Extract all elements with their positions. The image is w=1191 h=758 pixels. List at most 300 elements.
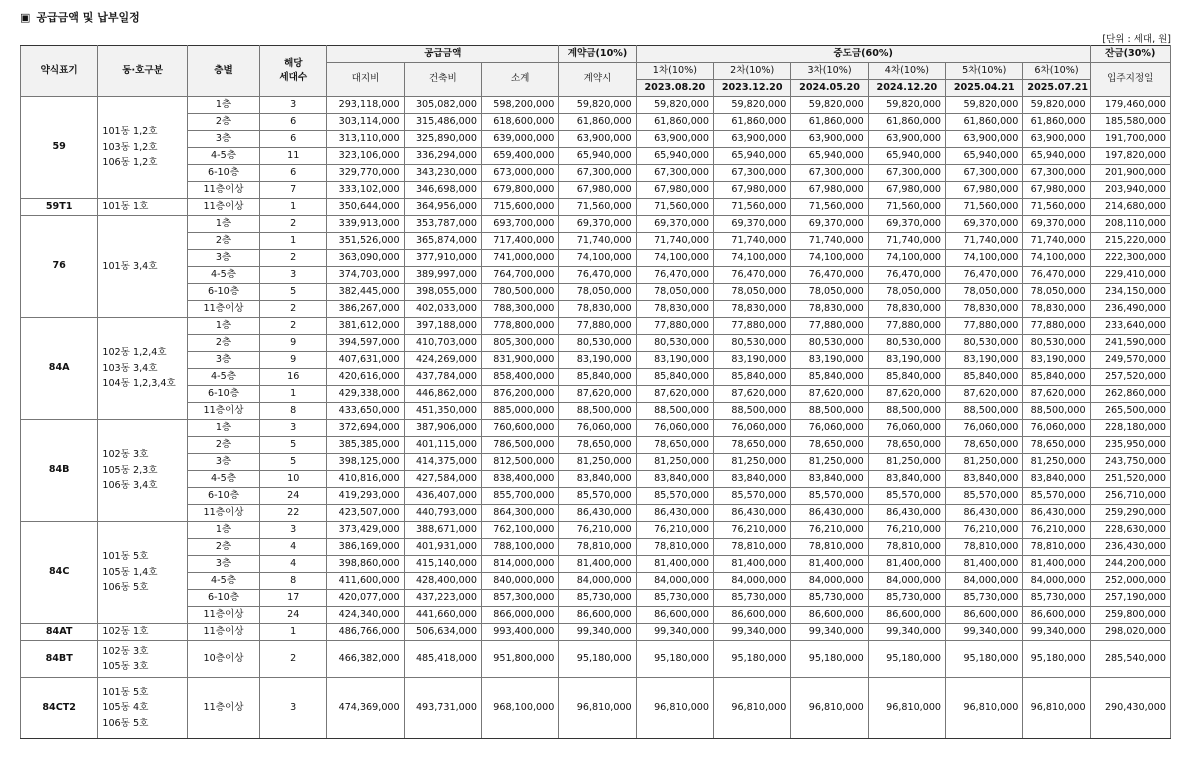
contract-cell: 78,830,000 (559, 301, 636, 318)
table-row (21, 352, 1171, 369)
table-row (21, 114, 1171, 131)
balance-cell: 256,710,000 (1090, 488, 1170, 505)
floor-cell: 3층 (187, 454, 259, 471)
interim-5-cell: 71,740,000 (946, 233, 1023, 250)
interim-4-cell: 96,810,000 (868, 678, 945, 739)
households-cell: 3 (260, 420, 327, 437)
interim-3-cell: 65,940,000 (791, 148, 868, 165)
floor-cell: 2층 (187, 335, 259, 352)
interim-1-cell: 78,830,000 (636, 301, 713, 318)
households-cell: 9 (260, 352, 327, 369)
balance-cell: 285,540,000 (1090, 641, 1170, 678)
interim-4-cell: 71,560,000 (868, 199, 945, 216)
subtotal-cell: 876,200,000 (481, 386, 558, 403)
table-row (21, 556, 1171, 573)
interim-4-cell: 81,400,000 (868, 556, 945, 573)
interim-6-cell: 96,810,000 (1023, 678, 1090, 739)
interim-3-cell: 74,100,000 (791, 250, 868, 267)
page-title-block (20, 9, 140, 25)
interim-1-cell: 84,000,000 (636, 573, 713, 590)
interim-3-cell: 76,470,000 (791, 267, 868, 284)
floor-cell: 11층이상 (187, 199, 259, 216)
balance-cell: 234,150,000 (1090, 284, 1170, 301)
land-cell: 411,600,000 (327, 573, 404, 590)
floor-cell: 2층 (187, 539, 259, 556)
subtotal-cell: 831,900,000 (481, 352, 558, 369)
land-cell: 486,766,000 (327, 624, 404, 641)
supply-group-header: 공급금액 (327, 46, 559, 63)
interim-2-cell: 85,730,000 (714, 590, 791, 607)
building-cell: 397,188,000 (404, 318, 481, 335)
interim-5-cell: 96,810,000 (946, 678, 1023, 739)
subtotal-cell: 788,300,000 (481, 301, 558, 318)
households-cell: 2 (260, 216, 327, 233)
interim-6-cell: 81,250,000 (1023, 454, 1090, 471)
interim-4-cell: 78,650,000 (868, 437, 945, 454)
interim-1-cell: 61,860,000 (636, 114, 713, 131)
interim-6-cell: 67,300,000 (1023, 165, 1090, 182)
col-balance-header: 입주지정일 (1090, 63, 1170, 97)
subtotal-cell: 968,100,000 (481, 678, 558, 739)
contract-cell: 83,840,000 (559, 471, 636, 488)
interim-1-cell: 88,500,000 (636, 403, 713, 420)
interim-3-cell: 80,530,000 (791, 335, 868, 352)
table-row (21, 165, 1171, 182)
interim-1-cell: 81,400,000 (636, 556, 713, 573)
type-cell: 59T1 (21, 199, 98, 216)
col-type-header: 약식표기 (21, 46, 98, 97)
households-cell: 4 (260, 556, 327, 573)
land-cell: 386,267,000 (327, 301, 404, 318)
interim-6-cell: 63,900,000 (1023, 131, 1090, 148)
households-cell: 17 (260, 590, 327, 607)
contract-cell: 67,300,000 (559, 165, 636, 182)
type-cell: 84A (21, 318, 98, 420)
land-cell: 433,650,000 (327, 403, 404, 420)
interim-3-cell: 67,300,000 (791, 165, 868, 182)
interim-4-cell: 78,830,000 (868, 301, 945, 318)
land-cell: 381,612,000 (327, 318, 404, 335)
land-cell: 394,597,000 (327, 335, 404, 352)
floor-cell: 4-5층 (187, 148, 259, 165)
interim-1-cell: 85,840,000 (636, 369, 713, 386)
table-row (21, 182, 1171, 199)
interim-3-cell: 61,860,000 (791, 114, 868, 131)
floor-cell: 3층 (187, 556, 259, 573)
dongho-line: 106동 5호 (102, 582, 149, 594)
building-cell: 401,931,000 (404, 539, 481, 556)
building-cell: 441,660,000 (404, 607, 481, 624)
interim-4-cell: 65,940,000 (868, 148, 945, 165)
interim-2-cell: 83,840,000 (714, 471, 791, 488)
interim-3-cell: 69,370,000 (791, 216, 868, 233)
col-interim-2-label: 2차(10%) (714, 63, 791, 80)
interim-1-cell: 99,340,000 (636, 624, 713, 641)
table-row (21, 199, 1171, 216)
type-cell: 76 (21, 216, 98, 318)
balance-cell: 265,500,000 (1090, 403, 1170, 420)
interim-2-cell: 67,980,000 (714, 182, 791, 199)
interim-1-cell: 63,900,000 (636, 131, 713, 148)
interim-5-cell: 81,400,000 (946, 556, 1023, 573)
balance-cell: 257,520,000 (1090, 369, 1170, 386)
interim-1-cell: 95,180,000 (636, 641, 713, 678)
title-bullet: ▣ (20, 10, 31, 24)
col-interim-2-date: 2023.12.20 (714, 80, 791, 97)
interim-3-cell: 77,880,000 (791, 318, 868, 335)
land-cell: 382,445,000 (327, 284, 404, 301)
floor-cell: 11층이상 (187, 403, 259, 420)
building-cell: 401,115,000 (404, 437, 481, 454)
contract-cell: 96,810,000 (559, 678, 636, 739)
interim-5-cell: 63,900,000 (946, 131, 1023, 148)
interim-2-cell: 78,830,000 (714, 301, 791, 318)
interim-3-cell: 83,190,000 (791, 352, 868, 369)
interim-3-cell: 84,000,000 (791, 573, 868, 590)
subtotal-cell: 866,000,000 (481, 607, 558, 624)
table-row (21, 624, 1171, 641)
balance-cell: 208,110,000 (1090, 216, 1170, 233)
balance-cell: 197,820,000 (1090, 148, 1170, 165)
contract-cell: 86,430,000 (559, 505, 636, 522)
floor-cell: 6-10층 (187, 165, 259, 182)
interim-5-cell: 76,210,000 (946, 522, 1023, 539)
building-cell: 388,671,000 (404, 522, 481, 539)
dongho-line: 105동 1,4호 (102, 566, 158, 578)
balance-cell: 262,860,000 (1090, 386, 1170, 403)
land-cell: 398,125,000 (327, 454, 404, 471)
subtotal-cell: 786,500,000 (481, 437, 558, 454)
building-cell: 414,375,000 (404, 454, 481, 471)
households-cell: 1 (260, 199, 327, 216)
building-cell: 346,698,000 (404, 182, 481, 199)
interim-4-cell: 78,050,000 (868, 284, 945, 301)
table-body (21, 97, 1171, 739)
interim-1-cell: 69,370,000 (636, 216, 713, 233)
households-cell: 6 (260, 165, 327, 182)
subtotal-cell: 788,100,000 (481, 539, 558, 556)
interim-6-cell: 59,820,000 (1023, 97, 1090, 114)
balance-cell: 244,200,000 (1090, 556, 1170, 573)
subtotal-cell: 780,500,000 (481, 284, 558, 301)
interim-6-cell: 71,560,000 (1023, 199, 1090, 216)
land-cell: 329,770,000 (327, 165, 404, 182)
land-cell: 293,118,000 (327, 97, 404, 114)
balance-cell: 252,000,000 (1090, 573, 1170, 590)
table-row (21, 590, 1171, 607)
interim-2-cell: 83,190,000 (714, 352, 791, 369)
interim-1-cell: 67,980,000 (636, 182, 713, 199)
interim-2-cell: 65,940,000 (714, 148, 791, 165)
dongho-line: 103동 3,4호 (102, 362, 158, 374)
subtotal-cell: 838,400,000 (481, 471, 558, 488)
subtotal-cell: 760,600,000 (481, 420, 558, 437)
subtotal-cell: 778,800,000 (481, 318, 558, 335)
dongho-line: 102동 3호 (102, 645, 149, 657)
col-land-header: 대지비 (327, 63, 404, 97)
interim-6-cell: 83,840,000 (1023, 471, 1090, 488)
interim-3-cell: 71,560,000 (791, 199, 868, 216)
col-interim-4-label: 4차(10%) (868, 63, 945, 80)
table-row (21, 420, 1171, 437)
interim-5-cell: 78,830,000 (946, 301, 1023, 318)
contract-cell: 99,340,000 (559, 624, 636, 641)
table-row (21, 216, 1171, 233)
table-row (21, 505, 1171, 522)
land-cell: 423,507,000 (327, 505, 404, 522)
interim-5-cell: 78,050,000 (946, 284, 1023, 301)
dongho-line: 101동 5호 (102, 686, 149, 698)
land-cell: 303,114,000 (327, 114, 404, 131)
interim-3-cell: 99,340,000 (791, 624, 868, 641)
balance-cell: 235,950,000 (1090, 437, 1170, 454)
interim-4-cell: 80,530,000 (868, 335, 945, 352)
interim-2-cell: 96,810,000 (714, 678, 791, 739)
interim-1-cell: 86,600,000 (636, 607, 713, 624)
interim-5-cell: 85,570,000 (946, 488, 1023, 505)
households-cell: 24 (260, 488, 327, 505)
dongho-cell (98, 420, 188, 522)
building-cell: 364,956,000 (404, 199, 481, 216)
table-row (21, 369, 1171, 386)
interim-3-cell: 81,250,000 (791, 454, 868, 471)
balance-cell: 259,800,000 (1090, 607, 1170, 624)
floor-cell: 6-10층 (187, 590, 259, 607)
households-cell: 2 (260, 301, 327, 318)
interim-2-cell: 69,370,000 (714, 216, 791, 233)
interim-2-cell: 84,000,000 (714, 573, 791, 590)
col-floor-header: 층별 (187, 46, 259, 97)
land-cell: 385,385,000 (327, 437, 404, 454)
interim-6-cell: 85,730,000 (1023, 590, 1090, 607)
households-cell: 10 (260, 471, 327, 488)
interim-2-cell: 81,400,000 (714, 556, 791, 573)
contract-cell: 76,210,000 (559, 522, 636, 539)
interim-5-cell: 74,100,000 (946, 250, 1023, 267)
balance-cell: 298,020,000 (1090, 624, 1170, 641)
col-interim-5-date: 2025.04.21 (946, 80, 1023, 97)
interim-1-cell: 86,430,000 (636, 505, 713, 522)
table-row (21, 488, 1171, 505)
subtotal-cell: 993,400,000 (481, 624, 558, 641)
dongho-line: 106동 3,4호 (102, 480, 158, 492)
building-cell: 389,997,000 (404, 267, 481, 284)
floor-cell: 4-5층 (187, 573, 259, 590)
table-row (21, 454, 1171, 471)
interim-6-cell: 78,830,000 (1023, 301, 1090, 318)
contract-cell: 81,250,000 (559, 454, 636, 471)
dongho-cell (98, 678, 188, 739)
households-cell: 2 (260, 318, 327, 335)
interim-6-cell: 76,210,000 (1023, 522, 1090, 539)
interim-5-cell: 76,060,000 (946, 420, 1023, 437)
floor-cell: 2층 (187, 233, 259, 250)
building-cell: 325,890,000 (404, 131, 481, 148)
interim-5-cell: 65,940,000 (946, 148, 1023, 165)
interim-5-cell: 85,840,000 (946, 369, 1023, 386)
interim-3-cell: 81,400,000 (791, 556, 868, 573)
interim-6-cell: 83,190,000 (1023, 352, 1090, 369)
building-cell: 410,703,000 (404, 335, 481, 352)
interim-1-cell: 87,620,000 (636, 386, 713, 403)
interim-4-cell: 76,060,000 (868, 420, 945, 437)
floor-cell: 6-10층 (187, 386, 259, 403)
interim-4-cell: 76,210,000 (868, 522, 945, 539)
subtotal-cell: 840,000,000 (481, 573, 558, 590)
interim-1-cell: 78,650,000 (636, 437, 713, 454)
subtotal-cell: 618,600,000 (481, 114, 558, 131)
interim-4-cell: 88,500,000 (868, 403, 945, 420)
floor-cell: 11층이상 (187, 607, 259, 624)
interim-4-cell: 81,250,000 (868, 454, 945, 471)
households-cell: 1 (260, 624, 327, 641)
land-cell: 424,340,000 (327, 607, 404, 624)
table-row (21, 539, 1171, 556)
interim-3-cell: 87,620,000 (791, 386, 868, 403)
table-row (21, 148, 1171, 165)
floor-cell: 11층이상 (187, 678, 259, 739)
balance-cell: 241,590,000 (1090, 335, 1170, 352)
table-row (21, 386, 1171, 403)
interim-1-cell: 71,740,000 (636, 233, 713, 250)
households-cell: 11 (260, 148, 327, 165)
interim-2-cell: 61,860,000 (714, 114, 791, 131)
table-row (21, 301, 1171, 318)
interim-2-cell: 85,840,000 (714, 369, 791, 386)
col-building-header: 건축비 (404, 63, 481, 97)
balance-cell: 228,180,000 (1090, 420, 1170, 437)
interim-5-cell: 59,820,000 (946, 97, 1023, 114)
interim-1-cell: 85,570,000 (636, 488, 713, 505)
interim-4-cell: 59,820,000 (868, 97, 945, 114)
interim-5-cell: 69,370,000 (946, 216, 1023, 233)
page-title: 공급금액 및 납부일정 (36, 11, 140, 24)
dongho-line: 105동 3호 (102, 661, 149, 672)
contract-cell: 78,650,000 (559, 437, 636, 454)
dongho-line: 101동 1,2호 (102, 126, 158, 138)
interim-3-cell: 95,180,000 (791, 641, 868, 678)
land-cell: 398,860,000 (327, 556, 404, 573)
col-dongho-header: 동·호구분 (98, 46, 188, 97)
interim-5-cell: 99,340,000 (946, 624, 1023, 641)
subtotal-cell: 814,000,000 (481, 556, 558, 573)
balance-cell: 214,680,000 (1090, 199, 1170, 216)
col-interim-4-date: 2024.12.20 (868, 80, 945, 97)
floor-cell: 11층이상 (187, 505, 259, 522)
interim-5-cell: 85,730,000 (946, 590, 1023, 607)
balance-cell: 185,580,000 (1090, 114, 1170, 131)
interim-3-cell: 83,840,000 (791, 471, 868, 488)
floor-cell: 11층이상 (187, 301, 259, 318)
building-cell: 315,486,000 (404, 114, 481, 131)
building-cell: 424,269,000 (404, 352, 481, 369)
land-cell: 339,913,000 (327, 216, 404, 233)
interim-4-cell: 95,180,000 (868, 641, 945, 678)
table-row (21, 437, 1171, 454)
interim-5-cell: 81,250,000 (946, 454, 1023, 471)
unit-note: [단위 : 세대, 원] (1102, 34, 1171, 45)
interim-1-cell: 71,560,000 (636, 199, 713, 216)
interim-4-cell: 84,000,000 (868, 573, 945, 590)
contract-cell: 65,940,000 (559, 148, 636, 165)
building-cell: 398,055,000 (404, 284, 481, 301)
balance-cell: 243,750,000 (1090, 454, 1170, 471)
floor-cell: 3층 (187, 131, 259, 148)
table-header (21, 46, 1171, 97)
building-cell: 427,584,000 (404, 471, 481, 488)
balance-cell: 257,190,000 (1090, 590, 1170, 607)
balance-cell: 201,900,000 (1090, 165, 1170, 182)
col-households-header: 해당 세대수 (260, 46, 327, 97)
interim-5-cell: 78,810,000 (946, 539, 1023, 556)
interim-3-cell: 76,060,000 (791, 420, 868, 437)
households-cell: 3 (260, 522, 327, 539)
interim-4-cell: 71,740,000 (868, 233, 945, 250)
subtotal-cell: 598,200,000 (481, 97, 558, 114)
interim-1-cell: 83,840,000 (636, 471, 713, 488)
interim-5-cell: 76,470,000 (946, 267, 1023, 284)
interim-2-cell: 76,470,000 (714, 267, 791, 284)
subtotal-cell: 951,800,000 (481, 641, 558, 678)
interim-3-cell: 78,810,000 (791, 539, 868, 556)
interim-4-cell: 83,840,000 (868, 471, 945, 488)
balance-group-header: 잔금(30%) (1090, 46, 1170, 63)
interim-1-cell: 76,470,000 (636, 267, 713, 284)
contract-cell: 78,050,000 (559, 284, 636, 301)
col-contract-header: 계약시 (559, 63, 636, 97)
land-cell: 373,429,000 (327, 522, 404, 539)
building-cell: 377,910,000 (404, 250, 481, 267)
table-row (21, 522, 1171, 539)
households-cell: 8 (260, 403, 327, 420)
interim-4-cell: 74,100,000 (868, 250, 945, 267)
subtotal-cell: 762,100,000 (481, 522, 558, 539)
interim-4-cell: 77,880,000 (868, 318, 945, 335)
dongho-line: 104동 1,2,3,4호 (102, 378, 176, 390)
interim-6-cell: 86,600,000 (1023, 607, 1090, 624)
interim-4-cell: 83,190,000 (868, 352, 945, 369)
interim-3-cell: 59,820,000 (791, 97, 868, 114)
type-cell: 84C (21, 522, 98, 624)
interim-2-cell: 95,180,000 (714, 641, 791, 678)
table-row (21, 335, 1171, 352)
balance-cell: 179,460,000 (1090, 97, 1170, 114)
balance-cell: 251,520,000 (1090, 471, 1170, 488)
dongho-cell (98, 199, 188, 216)
table-row (21, 250, 1171, 267)
land-cell: 333,102,000 (327, 182, 404, 199)
interim-4-cell: 99,340,000 (868, 624, 945, 641)
balance-cell: 191,700,000 (1090, 131, 1170, 148)
interim-5-cell: 86,600,000 (946, 607, 1023, 624)
interim-2-cell: 86,430,000 (714, 505, 791, 522)
households-cell: 6 (260, 131, 327, 148)
dongho-cell (98, 318, 188, 420)
building-cell: 493,731,000 (404, 678, 481, 739)
col-interim-1-date: 2023.08.20 (636, 80, 713, 97)
interim-6-cell: 67,980,000 (1023, 182, 1090, 199)
interim-6-cell: 84,000,000 (1023, 573, 1090, 590)
balance-cell: 236,490,000 (1090, 301, 1170, 318)
col-subtotal-header: 소계 (481, 63, 558, 97)
floor-cell: 1층 (187, 97, 259, 114)
households-cell: 3 (260, 267, 327, 284)
table-row (21, 573, 1171, 590)
households-cell: 3 (260, 97, 327, 114)
building-cell: 451,350,000 (404, 403, 481, 420)
interim-4-cell: 85,730,000 (868, 590, 945, 607)
subtotal-cell: 864,300,000 (481, 505, 558, 522)
